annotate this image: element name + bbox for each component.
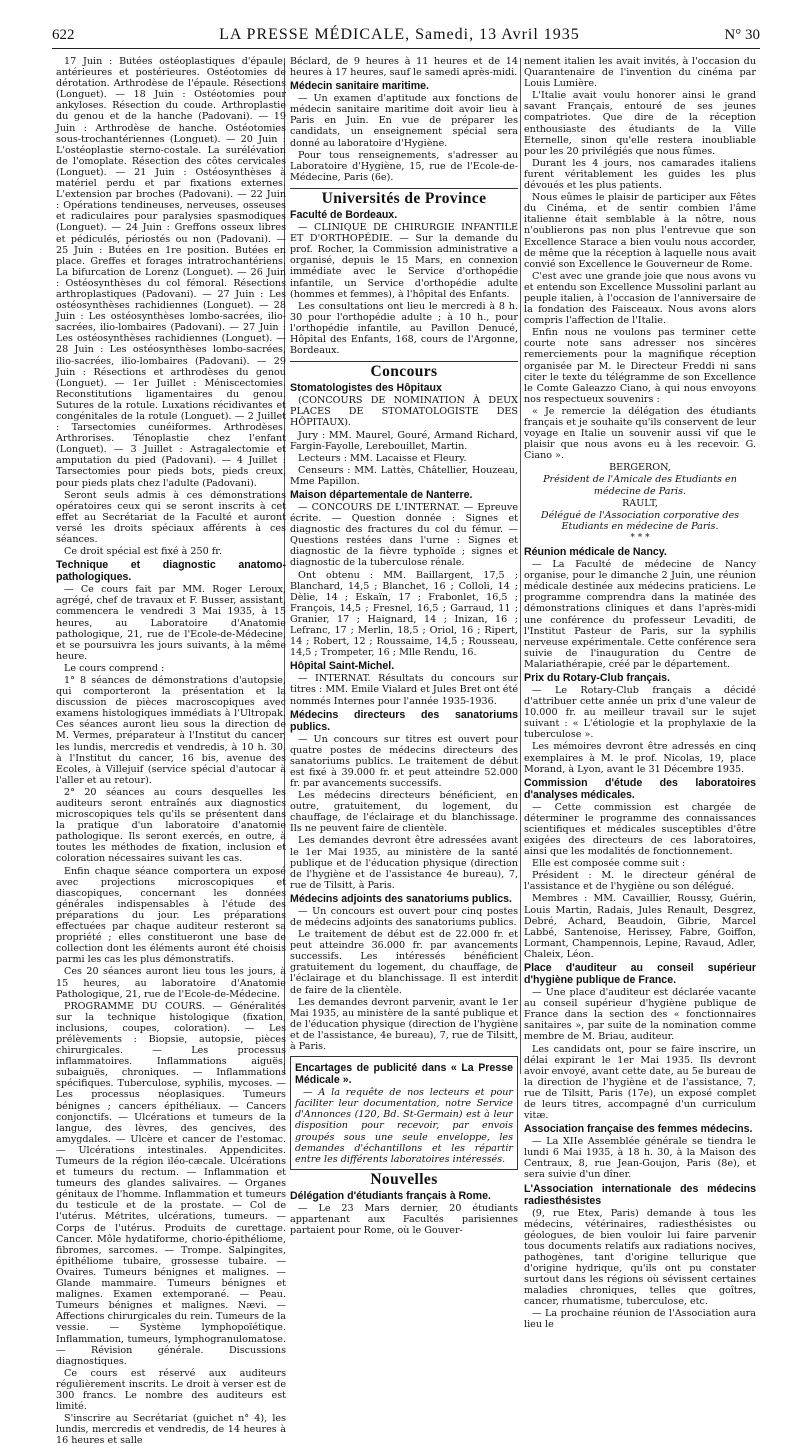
paragraph: « Je remercie la délégation des étudiants français et je souhaite qu'ils conservent de leur voyage en Italie un souvenir aussi vif que le plaisir que nous avons eu à les recevoir. G. Ciano ».	[524, 405, 756, 462]
paragraph: S'inscrire au Secrétariat (guichet n° 4), les lundis, mercredis et vendredis, de 14 heures à 16 heures et salle	[56, 1413, 286, 1446]
paragraph: Lecteurs : MM. Lacaisse et Fleury.	[298, 452, 467, 464]
section-rule	[290, 361, 518, 362]
article-heading: Place d'auditeur au conseil supérieur d'hygiène publique de France.	[524, 962, 756, 987]
article-heading: Technique et diagnostic anatomo-pathologiques.	[56, 559, 286, 584]
paragraph: (9, rue Etex, Paris) demande à tous les médecins, vétérinaires, radiesthésistes ou géologues, de bien vouloir lui faire parvenir tous documents relatifs aux radiations nocives, pathogènes, tant d'origine tellurique que d'origine hydrique, qu'ils ont pu constater surtout dans les régions où sévissent certaines maladies chroniques, telles que goîtres, cancer, rhumatisme, tuberculose, etc.	[524, 1207, 756, 1308]
article-heading: Association française des femmes médecins.	[524, 1123, 753, 1136]
article-heading: Encartages de publicité dans « La Presse Médicale ».	[295, 1062, 513, 1087]
paragraph: Ce cours est réservé aux auditeurs régulièrement inscrits. Le droit à verser est de 300 francs. Le nombre des auditeurs est limité.	[56, 1367, 286, 1413]
paragraph: — Le Rotary-Club français a décidé d'attribuer cette année un prix d'une valeur de 10.000 fr. au meilleur travail sur le sujet suivant : « L'étiologie et la prophylaxie de la tuberculose ».	[524, 684, 756, 741]
article-heading: Stomatologistes des Hôpitaux	[290, 382, 442, 395]
paragraph: Ce droit spécial est fixé à 250 fr.	[64, 546, 222, 558]
paragraph: — CONCOURS DE L'INTERNAT. — Epreuve écrite. — Question donnée : Signes et diagnostic des fractures du col du fémur. — Questions restées dans l'urne : Signes et diagnostic de la fièvre typhoïde ; signes et diagnostic de la tuberculose rénale.	[290, 502, 518, 569]
article-heading: Commission d'étude des laboratoires d'analyses médicales.	[524, 776, 756, 801]
separator-stars: * * *	[630, 532, 650, 543]
paragraph: Les consultations ont lieu le mercredi à 8 h. 30 pour l'orthopédie adulte ; à 10 h., pour l'orthopédie infantile, au Pavillon Denucé, Hôpital des Enfants, 168, cours de l'Argonne, Bordeaux.	[290, 300, 518, 357]
paragraph: Les demandes devront parvenir, avant le 1er Mai 1935, au ministère de la santé publique et de l'éducation physique (direction de l'hygiène et de l'assistance, 4e bureau), 7, rue de Tilsitt, à Paris.	[290, 996, 518, 1053]
paragraph: — CLINIQUE DE CHIRURGIE INFANTILE ET D'ORTHOPÉDIE. — Sur la demande du prof. Rocher, la Commission administrative a organisé, depuis le 15 Mars, en connexion immédiate avec le Service d'orthopédie infantile, un Service d'orthopédie adulte (hommes et femmes), à l'hôpital des Enfants.	[290, 222, 518, 300]
paragraph: Le traitement de début est de 22.000 fr. et peut atteindre 36.000 fr. par avancements successifs. Les intéressés bénéficient gratuitement du logement, du chauffage, de l'éclairage et du blanchissage. Il est interdit de faire de la clientèle.	[290, 929, 518, 996]
paragraph: C'est avec une grande joie que nous avons vu et entendu son Excellence Mussolini parlant au peuple italien, à l'occasion de l'anniversaire de la fondation des Faisceaux. Nous avons alors compris l'affection de l'Italie.	[524, 270, 756, 327]
paragraph: — Un examen d'aptitude aux fonctions de médecin sanitaire maritime doit avoir lieu à Paris en Juin. En vue de préparer les candidats, un enseignement spécial sera donné au laboratoire d'Hygiène.	[290, 93, 518, 149]
paragraph: Pour tous renseignements, s'adresser au Laboratoire d'Hygiène, 15, rue de l'Ecole-de-Médecine, Paris (6e).	[290, 149, 518, 183]
paragraph: Elle est composée comme suit :	[532, 858, 686, 870]
column-1	[56, 56, 286, 1446]
issue-date: Samedi, 13 Avril 1935	[415, 26, 580, 43]
signature-role: Délégué de l'Association corporative des Etudiants en médecine de Paris.	[540, 509, 740, 532]
page-number: 622	[52, 26, 75, 43]
paragraph: Jury : MM. Maurel, Gouré, Armand Richard, Fargin-Fayolle, Lerebouillet, Martin.	[290, 429, 518, 452]
paragraph: Enfin nous ne voulons pas terminer cette courte note sans adresser nos sincères remerciements pour la magnifique réception organisée par M. le Directeur Freddi ni sans citer le texte du télégramme de son Excellence le Comte Galeazzo Ciano, à qui nous envoyons nos respectueux souvenirs :	[524, 327, 756, 405]
paragraph: — Un concours est ouvert pour cinq postes de médecins adjoints des sanatoriums publics.	[290, 905, 518, 928]
paragraph: — INTERNAT. Résultats du concours sur titres : MM. Emile Vialard et Jules Bret ont été nommés Internes pour l'année 1935-1936.	[290, 673, 518, 707]
journal-name: LA PRESSE MÉDICALE,	[219, 26, 411, 43]
paragraph: Nous eûmes le plaisir de participer aux Fêtes du Cinéma, et de sentir combien l'âme italienne était semblable à la nôtre, nous n'oublierons pas non plus l'entrevue que son Excellence Starace a bien voulu nous accorder, de même que la réception à laquelle nous avait convié son Excellence le Gouverneur de Rome.	[524, 192, 756, 270]
paragraph: Ont obtenu : MM. Baillargent, 17,5 ; Blanchard, 14,5 ; Blanchet, 16 ; Colloli, 14 ; Dèlie, 14 ; Eskaïn, 17 ; Frabonlet, 16,5 ; François, 14,5 ; Fresnel, 16,5 ; Garraud, 11 ; Granier, 17 ; Haignard, 14 ; Inizan, 16 ; Lefranc, 17 ; Merlin, 18,5 ; Oriol, 16 ; Ripert, 14 ; Robert, 12 ; Roussaime, 14,5 ; Rousseau, 14,5 ; Trompeter, 16 ; Mlle Rendu, 16.	[290, 569, 518, 659]
paragraph: — Une place d'auditeur est déclarée vacante au conseil supérieur d'hygiène publique de France dans la section des « fonctionnaires sanitaires », par suite de la nomination comme membre de M. Briau, auditeur.	[524, 987, 756, 1043]
paragraph: — La XIIe Assemblée générale se tiendra le lundi 6 Mai 1935, à 18 h. 30, à la Maison des Centraux, 8, rue Jean-Goujon, Paris (8e), et sera suivie d'un dîner.	[524, 1136, 756, 1181]
paragraph: Censeurs : MM. Lattès, Châtellier, Houzeau, Mme Papillon.	[290, 464, 518, 487]
article-heading: Faculté de Bordeaux.	[290, 209, 398, 222]
paragraph: — A la requête de nos lecteurs et pour faciliter leur documentation, notre Service d'Annonces (120, Bd. St-Germain) est à leur disposition pour recevoir, par envois groupés sous une seule enveloppe, les demandes d'échantillons et les répartir entre les différents laboratoires intéressés.	[295, 1087, 513, 1165]
section-rule	[290, 188, 518, 189]
article-heading: L'Association internationale des médecins radiesthésistes	[524, 1182, 756, 1207]
signature-role: Président de l'Amicale des Etudiants en médecine de Paris.	[543, 474, 737, 497]
article-heading: Médecins directeurs des sanatoriums publics.	[290, 708, 518, 733]
paragraph: Durant les 4 jours, nos camarades italiens furent véritablement les guides les plus dévoués et les plus patients.	[524, 157, 756, 192]
paragraph: — La prochaine réunion de l'Association aura lieu le	[524, 1308, 756, 1331]
article-heading: Délégation d'étudiants français à Rome.	[290, 1189, 491, 1202]
paragraph: — Ce cours fait par MM. Roger Leroux, agrégé, chef de travaux et F. Busser, assistant, commencera le vendredi 3 Mai 1935, à 15 heures, au Laboratoire d'Anatomie pathologique, 21, rue de l'Ecole-de-Médecine, et se poursuivra les jours suivants, à la même heure.	[56, 584, 286, 662]
paragraph: — Le 23 Mars dernier, 20 étudiants appartenant aux Facultés parisiennes partaient pour Rome, où le Gouver-	[290, 1202, 518, 1237]
paragraph: Président : M. le directeur général de l'assistance et de l'hygiène ou son délégué.	[524, 870, 756, 893]
paragraph: Le cours comprend :	[64, 662, 165, 674]
paragraph: 2° 20 séances au cours desquelles les auditeurs seront entraînés aux diagnostics microscopiques tels qu'ils se présentent dans la pratique d'un laboratoire d'anatomie pathologique. Ils seront exercés, en outre, à toutes les méthodes de fixation, inclusion et coloration nécessaires suivant les cas.	[56, 786, 286, 865]
paragraph: Les médecins directeurs bénéficient, en outre, gratuitement, du logement, du chauffage, de l'éclairage et du blanchissage. Ils ne peuvent faire de clientèle.	[290, 790, 518, 835]
paragraph: nement italien les avait invités, à l'occasion du Quarantenaire de l'invention du cinéma par Louis Lumière.	[524, 56, 756, 90]
paragraph: 1° 8 séances de démonstrations d'autopsie, qui comporteront la présentation et la discussion de pièces macroscopiques avec examens histologiques immédiats à l'Ultropak. Ces séances auront lieu sous la direction de M. Vermes, préparateur à l'Institut du cancer, les lundis, mercredis et vendredis, à 10 h. 30, à l'Institut du cancer, 16 bis, avenue des Ecoles, à Villejuif (service spécial d'autocar à l'aller et au retour).	[56, 674, 286, 786]
column-divider	[520, 58, 521, 1074]
page-header	[52, 24, 760, 46]
paragraph: Béclard, de 9 heures à 11 heures et de 14 heures à 17 heures, sauf le samedi après-midi.	[290, 56, 518, 79]
header-rule	[52, 48, 760, 49]
paragraph: Les demandes devront être adressées avant le 1er Mai 1935, au ministère de la santé publique et de l'éducation physique (direction de l'hygiène et de l'assistance 4e bureau), 7, rue de Tilsitt, à Paris.	[290, 835, 518, 891]
paragraph: Les mémoires devront être adressés en cinq exemplaires à M. le prof. Nicolas, 19, place Morand, à Lyon, avant le 31 Décembre 1935.	[524, 741, 756, 775]
paragraph: — La Faculté de médecine de Nancy organise, pour le dimanche 2 Juin, une réunion médicale destinée aux médecins praticiens. Le programme comprendra dans la matinée des démonstrations cliniques et dans l'après-midi une conférence du professeur Levaditi, de l'Institut Pasteur de Paris, sur la syphilis nerveuse expérimentale. Cette conférence sera suivie de l'inauguration du Centre de Malariathérapie, créé par le département.	[524, 559, 756, 670]
section-title: Concours	[370, 363, 438, 381]
article-heading: Hôpital Saint-Michel.	[290, 660, 395, 673]
paragraph: (CONCOURS DE NOMINATION À DEUX PLACES DE STOMATOLOGISTE DES HÔPITAUX).	[290, 395, 518, 429]
column-3	[524, 56, 756, 1331]
paragraph: Les candidats ont, pour se faire inscrire, un délai expirant le 1er Mai 1935. Ils devront avoir envoyé, avant cette date, au 5e bureau de la direction de l'hygiène et de l'assistance, 7, rue de Tilsitt, Paris (17e), un exposé complet de leurs titres, accompagné d'un curriculum vitæ.	[524, 1043, 756, 1122]
paragraph: Seront seuls admis à ces démonstrations opératoires ceux qui se seront inscrits à cet effet au Secrétariat de la Faculté et auront versé les droits spéciaux afférents à ces séances.	[56, 489, 286, 546]
article-heading: Médecins adjoints des sanatoriums publics.	[290, 892, 512, 905]
section-title: Universités de Province	[321, 189, 487, 207]
paragraph: Enfin chaque séance comportera un exposé avec projections microscopiques et diascopiques, concernant les données générales indispensables à l'étude des préparations du jour. Les préparations effectuées par chaque auditeur resteront sa propriété ; elles constitueront une base de collection dont les éléments auront été choisis parmi les cas les plus démonstratifs.	[56, 865, 286, 966]
advertising-notice-box	[290, 1056, 518, 1170]
paragraph: — Cette commission est chargée de déterminer le programme des connaissances scientifiques et médicales susceptibles d'être exigées des directeurs de ces laboratoires, ainsi que les modalités de fonctionnement.	[524, 801, 756, 858]
article-heading: Prix du Rotary-Club français.	[524, 671, 670, 684]
paragraph: 17 Juin : Butées ostéoplastiques d'épaule, antérieures et postérieures. Ostéotomies de dérotation. Arthrodèse de l'épaule. Résections (Longuet). — 18 Juin : Ostéotomies pour ankyloses. Résection du coude. Arthroplastie du genou et de la hanche (Padovani). — 19 Juin : Arthrodèse de hanche. Ostéotomies sous-trochantériennes (Longuet). — 20 Juin : L'ostéoplastie sterno-costale. La surélévation de l'omoplate. Résection des côtes cervicales (Longuet). — 21 Juin : Ostéosynthèses à matériel perdu et par fixations externes. L'extension par broches (Padovani). — 22 Juin : Opérations tendineuses, nerveuses, osseuses et radiculaires pour paralysies spasmodiques (Longuet). — 24 Juin : Greffons osseux libres et pédiculés, périostés ou non (Padovani). — 25 Juin : Butées en 1re position. Butées en place. Greffes et forages intratrochantériens. La bifurcation de Lorenz (Longuet). — 26 Juin : Ostéosynthèses du col fémoral. Résections arthroplastiques (Padovani). — 27 Juin : Les ostéosynthèses rachidiennes (Longuet). — 28 Juin : Les ostéosynthèses lombo-sacrées, ilio-sacrées, ilio-lombaires (Padovani). — 27 Juin : Les ostéosynthèses rachidiennes (Longuet). — 28 Juin : Les ostéosynthèses lombo-sacrées, ilio-sacrées, ilio-lombaires (Padovani). — 29 Juin : Résections et arthrodèses du genou (Longuet). — 1er Juillet : Méniscectomies. Reconstitutions ligamentaires du genou. Sutures de la rotule. Luxations récidivantes et congénitales de la rotule (Longuet). — 2 Juillet : Tarsectomies cunéiformes. Arthrodèses. Arthrorises. Ténoplastie chez l'enfant (Longuet). — 3 Juillet : Astragalectomie et amputation du pied (Padovani). — 4 Juillet : Tarsectomies pour pieds bots, pieds creux, pour pieds plats chez l'adulte (Padovani).	[56, 56, 286, 489]
paragraph: L'Italie avait voulu honorer ainsi le grand savant Français, entouré de ses jeunes compatriotes. Que dire de la réception enthousiaste des étudiants de la Ville Eternelle, sinon qu'elle restera inoubliable pour les 20 privilégiés que nous fûmes.	[524, 90, 756, 157]
paragraph: Ces 20 séances auront lieu tous les jours, à 15 heures, au laboratoire d'Anatomie Pathologique, 21, rue de l'Ecole-de-Médecine.	[56, 966, 286, 1000]
paragraph: — Un concours sur titres est ouvert pour quatre postes de médecins directeurs des sanatoriums publics. Le traitement de début est fixé à 39.000 fr. et peut atteindre 52.000 fr. par avancements successifs.	[290, 733, 518, 789]
signature-name: RAULT,	[622, 497, 658, 509]
section-title: Nouvelles	[370, 1170, 438, 1188]
signature-name: BERGERON,	[609, 462, 671, 474]
paragraph: Membres : MM. Cavaillier, Roussy, Guérin, Louis Martin, Radais, Jules Renault, Desgrez, Debré, Achard, Beaudoin, Gibrie, Marcel Labbé, Santenoise, Herissey, Fabre, Goiffon, Lormant, Champennois, Lepine, Ravaud, Adler, Chaleix, Léon.	[524, 893, 756, 960]
article-heading: Maison départementale de Nanterre.	[290, 489, 473, 501]
column-2	[290, 56, 518, 1237]
journal-title	[219, 26, 580, 44]
issue-number: N° 30	[724, 26, 760, 43]
paragraph: PROGRAMME DU COURS. — Généralités sur la technique histologique (fixation, inclusions, coupes, coloration). — Les prélèvements : Biopsie, autopsie, pièces chirurgicales. — Les processus inflammatoires. Inflammations aiguës, subaiguës, chroniques. — Inflammations spécifiques. Tuberculose, syphilis, mycoses. — Les processus néoplasiques. Tumeurs bénignes ; cancers épithéliaux. — Cancers conjonctifs. — Ulcérations et tumeurs de la langue, des lèvres, des gencives, des amygdales. — Ulcère et cancer de l'estomac. — Ulcérations intestinales. Appendicites. Tumeurs de la région iléo-cæcale. Ulcérations et tumeurs du rectum. — Inflammation et tumeurs des glandes salivaires. — Organes génitaux de l'homme. Inflammation et tumeurs du testicule et de la prostate. — Col de l'utérus. Métrites, ulcérations, tumeurs. — Corps de l'utérus. Produits de curettage. Cancer. Môle hydatiforme, chorio-épithéliome, fibromes, sarcomes. — Trompe. Salpingites, épithéliome tubaire, grossesse tubaire. — Ovaires. Tumeurs bénignes et malignes. — Glande mammaire. Tumeurs bénignes et malignes. Examen extemporané. — Peau. Tumeurs bénignes et malignes. Nævi. — Affections chirurgicales du rein. Tumeurs de la vessie. — Système lymphopoïétique. Inflammation, tumeurs, lymphogranulomatose. — Révision générale. Discussions diagnostiques.	[56, 1000, 286, 1367]
article-heading: Réunion médicale de Nancy.	[524, 546, 667, 559]
article-heading: Médecin sanitaire maritime.	[290, 80, 429, 93]
